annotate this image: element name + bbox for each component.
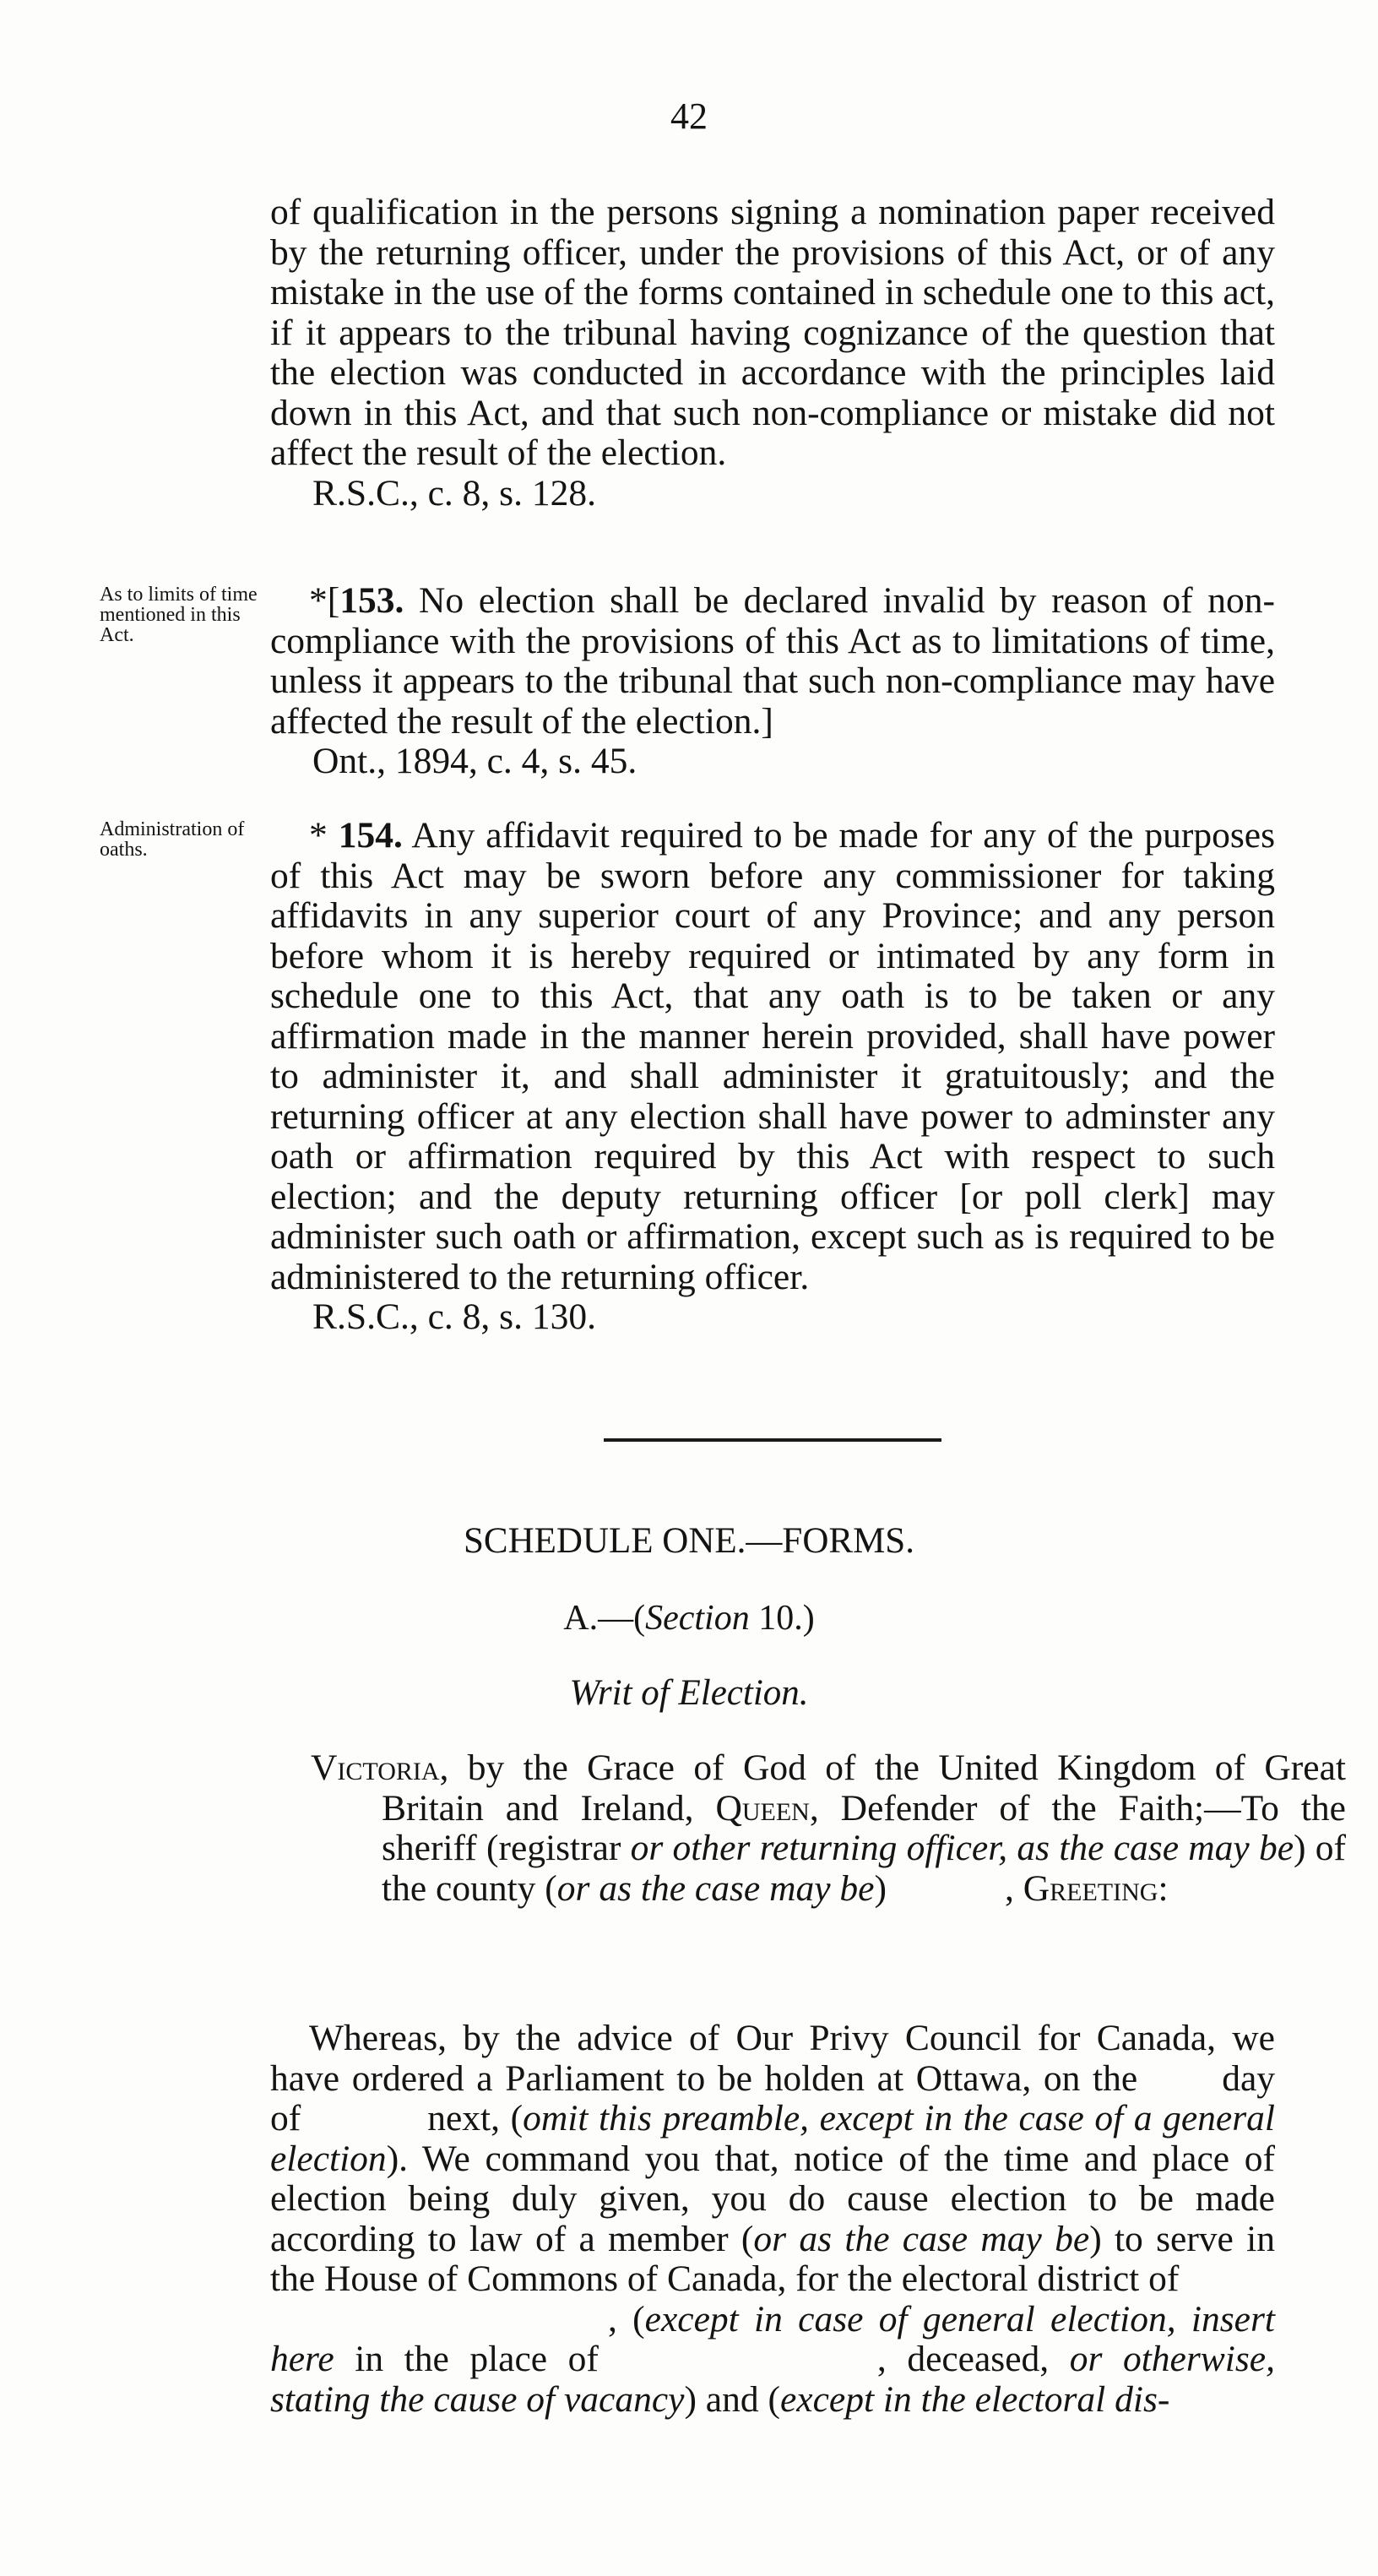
section-153-text (270, 581, 1275, 742)
greeting-word: Greeting (1023, 1867, 1158, 1909)
victoria-word: Victoria (311, 1747, 440, 1788)
section-154-number: 154. (338, 815, 403, 856)
form-label: A.—(Section 10.) (563, 1599, 815, 1638)
section-154-body: Any affidavit required to be made for any of the purposes of this Act may be sworn before any commissioner for taking affidavits in any superior court of any Province; and any person before whom it is hereby required or intimated by any form in schedule one to this Act, that any oath is to be taken or any affirmation made in the manner herein provided, shall have power to administer it, and shall administer it gratuitously; and the returning officer at any election shall have power to adminster any oath or affirmation required by this Act with respect to such election; and the deputy returning officer [or poll clerk] may administer such oath or affirmation, except such as is required to be administered to the returning officer. (270, 815, 1276, 1297)
section-154 (270, 816, 1275, 1338)
section-divider-rule (604, 1438, 941, 1442)
writ-preamble: Victoria, by the Grace of God of the United Kingdom of Great Britain and Ireland, Queen, Defender of the Faith;—To the sheriff (registrar or other returning officer, as the case may be) of the county (or as the case may be) , Greeting: (311, 1747, 1346, 1909)
writ-body-text: Whereas, by the advice of Our Privy Council for Canada, we have ordered a Parliament to be holden at Ottawa, on the day of next, (omit this preamble, except in the case of a general election). We command you that, notice of the time and place of election being duly given, you do cause election to be made according to law of a member (or as the case may be) to serve in the House of Commons of Canada, for the electoral district of , (except in case of general election, insert here in the place of , deceased, or otherwise, stating the cause of vacancy) and (except in the electoral dis- (270, 2018, 1275, 2420)
section-154-citation: R.S.C., c. 8, s. 130. (312, 1296, 596, 1337)
margin-note-administration-of-oaths: Administration of oaths. (100, 818, 245, 861)
margin-note-limits-of-time: As to limits of time mentioned in this Act. (100, 584, 258, 646)
section-153-citation: Ont., 1894, c. 4, s. 45. (312, 741, 637, 781)
page-number: 42 (670, 95, 708, 137)
section-153-marker: *[ (309, 580, 340, 621)
section-152-text: of qualification in the persons signing a nomination paper received by the returning officer, under the provisions of this Act, or of any mistake in the use of the forms contained in schedule one to this act, if it appears to the tribunal having cognizance of the question that the election was conducted in accordance with the principles laid down in this Act, and that such non-compliance or mistake did not affect the result of the election. (270, 192, 1275, 473)
section-152-citation: R.S.C., c. 8, s. 128. (312, 472, 596, 514)
form-title: Writ of Election. (569, 1673, 809, 1713)
writ-body (270, 2019, 1275, 2420)
section-153-body: No election shall be declared invalid by reason of non-compliance with the provisions of this Act as to limitations of time, unless it appears to the tribunal that such non-compliance may have affected the result of the election.] (270, 580, 1275, 742)
queen-word: Queen (715, 1787, 810, 1829)
section-154-marker: * (309, 815, 339, 856)
section-153-number: 153. (339, 580, 404, 621)
schedule-heading: SCHEDULE ONE.—FORMS. (464, 1521, 914, 1561)
section-153 (270, 581, 1275, 782)
section-152-continuation (270, 193, 1275, 514)
section-154-text (270, 816, 1275, 1297)
